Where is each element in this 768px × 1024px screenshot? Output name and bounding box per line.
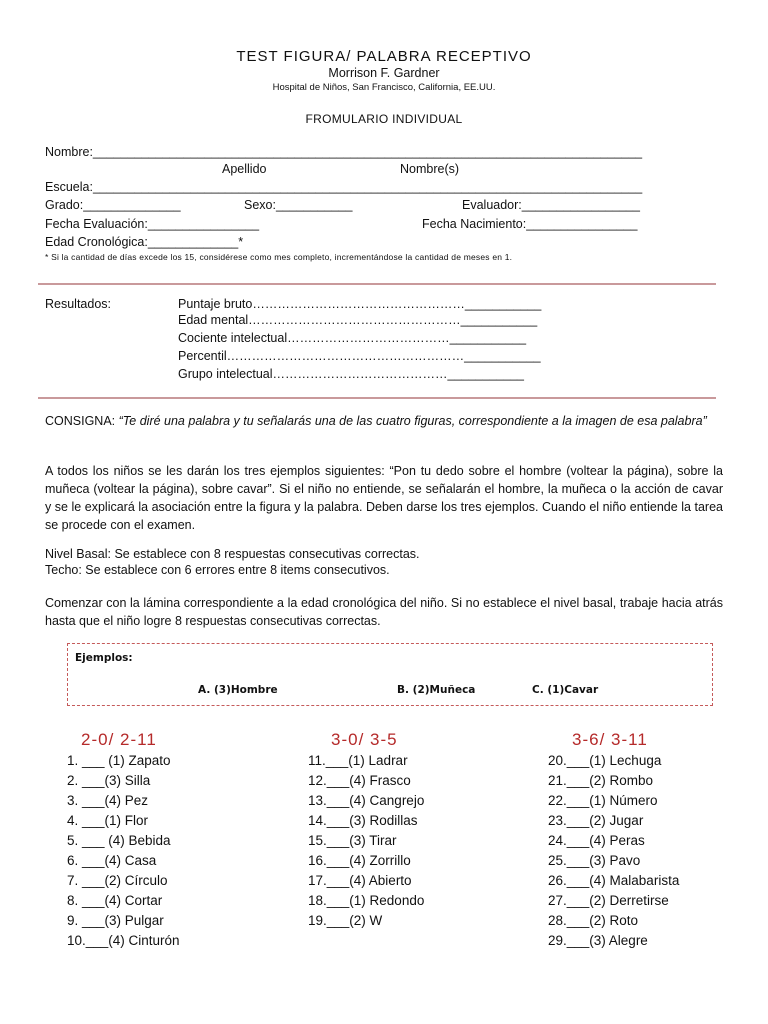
list-item[interactable]: 29.___(3) Alegre [548, 933, 648, 948]
divider-bottom [38, 397, 716, 399]
list-item[interactable]: 13.___(4) Cangrejo [308, 793, 425, 808]
list-item[interactable]: 16.___(4) Zorrillo [308, 853, 411, 868]
nivel-basal: Nivel Basal: Se establece con 8 respuestas consecutivas correctas. [45, 547, 420, 561]
form-title: FROMULARIO INDIVIDUAL [305, 112, 463, 126]
nombre-field[interactable]: Nombre:_______________________________________________________________________________ [45, 145, 643, 159]
instructions-paragraph: A todos los niños se les darán los tres ejemplos siguientes: “Pon tu dedo sobre el hombre (voltear la página), sobre la muñeca (voltear la página), sobre cavar”. Si el niño no entiende, se señalarán el hombre, la muñeca o la acción de cavar y se le explicará la asociación entre la figura y la palabra. Deben darse los tres ejemplos. Cuando el niño entiende la tarea se procede con el examen. [45, 464, 723, 532]
list-item[interactable]: 18.___(1) Redondo [308, 893, 425, 908]
list-item[interactable]: 12.___(4) Frasco [308, 773, 411, 788]
nombres-label: Nombre(s) [400, 162, 460, 176]
examples-box [67, 643, 713, 706]
evaluador-field[interactable]: Evaluador:_________________ [462, 198, 640, 212]
list-item[interactable]: 8. ___(4) Cortar [67, 893, 163, 908]
sexo-field[interactable]: Sexo:___________ [244, 198, 353, 212]
list-item[interactable]: 20.___(1) Lechuga [548, 753, 662, 768]
column-heading-1: 2-0/ 2-11 [81, 730, 157, 749]
list-item[interactable]: 22.___(1) Número [548, 793, 658, 808]
example-a: A. (3)Hombre [198, 684, 278, 696]
list-item[interactable]: 10.___(4) Cinturón [67, 933, 180, 948]
column-heading-2: 3-0/ 3-5 [331, 730, 398, 749]
list-item[interactable]: 5. ___ (4) Bebida [67, 833, 171, 848]
result-row-grupo[interactable]: Grupo intelectual……………………………………___________ [178, 367, 524, 381]
grado-field[interactable]: Grado:______________ [45, 198, 181, 212]
list-item[interactable]: 14.___(3) Rodillas [308, 813, 418, 828]
examples-label: Ejemplos: [75, 652, 133, 664]
footnote: * Si la cantidad de días excede los 15, considérese como mes completo, incrementándose la cantidad de meses en 1. [45, 252, 513, 262]
column-heading-3: 3-6/ 3-11 [572, 730, 648, 749]
result-row-cociente[interactable]: Cociente intelectual…………………………………___________ [178, 331, 527, 345]
apellido-label: Apellido [222, 162, 267, 176]
list-item[interactable]: 7. ___(2) Círculo [67, 873, 168, 888]
divider-top [38, 283, 716, 285]
list-item[interactable]: 19.___(2) W [308, 913, 383, 928]
document-title: TEST FIGURA/ PALABRA RECEPTIVO [236, 48, 532, 65]
start-paragraph: Comenzar con la lámina correspondiente a la edad cronológica del niño. Si no establece el nivel basal, trabaje hacia atrás hasta que el niño logre 8 respuestas consecutivas correctas. [45, 596, 723, 628]
institution: Hospital de Niños, San Francisco, California, EE.UU. [272, 82, 496, 93]
list-item[interactable]: 4. ___(1) Flor [67, 813, 149, 828]
consigna [45, 412, 723, 430]
techo: Techo: Se establece con 6 errores entre 8 items consecutivos. [45, 563, 390, 577]
example-b: B. (2)Muñeca [397, 684, 476, 696]
list-item[interactable]: 17.___(4) Abierto [308, 873, 412, 888]
list-item[interactable]: 27.___(2) Derretirse [548, 893, 669, 908]
edad-cronologica-field[interactable]: Edad Cronológica:_____________* [45, 235, 244, 249]
result-row-percentil[interactable]: Percentil…………………………………………………___________ [178, 349, 541, 363]
list-item[interactable]: 9. ___(3) Pulgar [67, 913, 164, 928]
consigna-text: “Te diré una palabra y tu señalarás una de las cuatro figuras, correspondiente a la imagen de esa palabra” [118, 414, 707, 428]
results-label: Resultados: [45, 297, 112, 311]
list-item[interactable]: 24.___(4) Peras [548, 833, 645, 848]
example-c: C. (1)Cavar [532, 684, 599, 696]
list-item[interactable]: 1. ___ (1) Zapato [67, 753, 171, 768]
author-name: Morrison F. Gardner [328, 66, 440, 80]
result-row-edad-mental[interactable]: Edad mental……………………………………………___________ [178, 313, 538, 327]
escuela-field[interactable]: Escuela:_______________________________________________________________________________ [45, 180, 643, 194]
list-item[interactable]: 26.___(4) Malabarista [548, 873, 680, 888]
list-item[interactable]: 3. ___(4) Pez [67, 793, 149, 808]
list-item[interactable]: 23.___(2) Jugar [548, 813, 644, 828]
list-item[interactable]: 11.___(1) Ladrar [308, 753, 408, 768]
consigna-label: CONSIGNA: [45, 414, 116, 428]
fecha-evaluacion-field[interactable]: Fecha Evaluación:________________ [45, 217, 260, 231]
list-item[interactable]: 25.___(3) Pavo [548, 853, 641, 868]
list-item[interactable]: 28.___(2) Roto [548, 913, 639, 928]
result-row-puntaje[interactable]: Puntaje bruto……………………………………………___________ [178, 297, 542, 311]
list-item[interactable]: 2. ___(3) Silla [67, 773, 151, 788]
list-item[interactable]: 21.___(2) Rombo [548, 773, 654, 788]
list-item[interactable]: 15.___(3) Tirar [308, 833, 397, 848]
list-item[interactable]: 6. ___(4) Casa [67, 853, 157, 868]
fecha-nacimiento-field[interactable]: Fecha Nacimiento:________________ [422, 217, 638, 231]
